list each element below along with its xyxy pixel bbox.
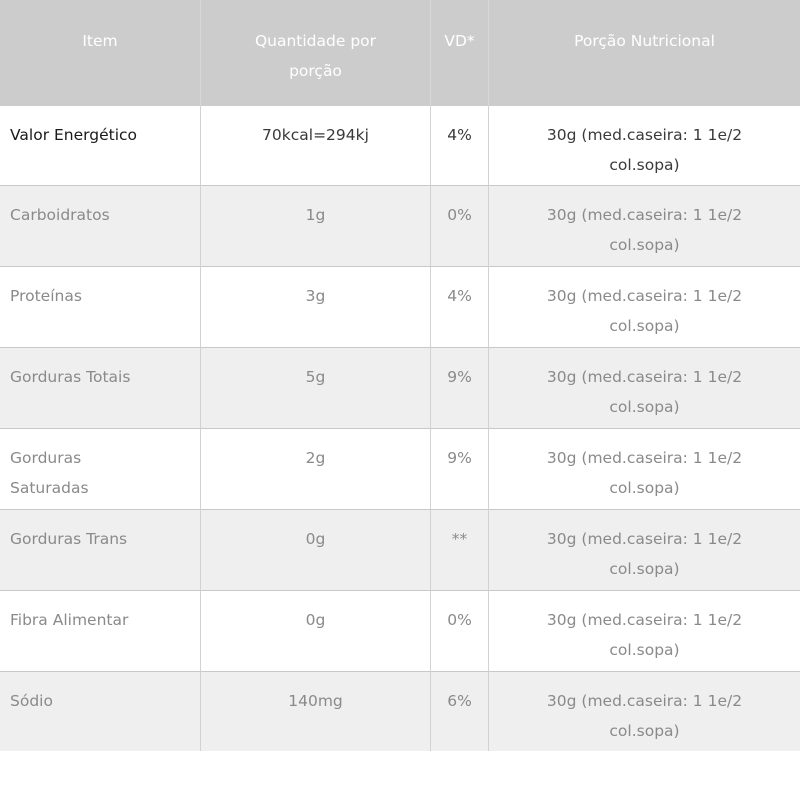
cell-quantity: 1g (200, 186, 430, 267)
table-row (0, 106, 800, 186)
cell-portion: 30g (med.caseira: 1 1e/2 col.sopa) (488, 186, 800, 267)
cell-quantity: 0g (200, 510, 430, 591)
header-quantity: Quantidade por porção (200, 0, 430, 106)
table-row (0, 591, 800, 672)
cell-vd: 4% (430, 267, 488, 348)
cell-item: Gorduras Saturadas (0, 429, 200, 510)
cell-portion: 30g (med.caseira: 1 1e/2 col.sopa) (488, 591, 800, 672)
cell-vd: 6% (430, 672, 488, 751)
table-row (0, 672, 800, 751)
table-row (0, 348, 800, 429)
cell-quantity: 70kcal=294kj (200, 106, 430, 186)
table-row (0, 267, 800, 348)
cell-portion: 30g (med.caseira: 1 1e/2 col.sopa) (488, 429, 800, 510)
cell-vd: 0% (430, 591, 488, 672)
cell-quantity: 5g (200, 348, 430, 429)
cell-vd: 4% (430, 106, 488, 186)
cell-portion: 30g (med.caseira: 1 1e/2 col.sopa) (488, 672, 800, 751)
cell-vd: 9% (430, 348, 488, 429)
cell-portion: 30g (med.caseira: 1 1e/2 col.sopa) (488, 106, 800, 186)
cell-item: Valor Energético (0, 106, 200, 186)
cell-item: Gorduras Trans (0, 510, 200, 591)
table-row (0, 429, 800, 510)
cell-quantity: 3g (200, 267, 430, 348)
table-row (0, 186, 800, 267)
header-vd: VD* (430, 0, 488, 106)
cell-portion: 30g (med.caseira: 1 1e/2 col.sopa) (488, 510, 800, 591)
cell-quantity: 140mg (200, 672, 430, 751)
cell-quantity: 2g (200, 429, 430, 510)
cell-item: Proteínas (0, 267, 200, 348)
cell-vd: 9% (430, 429, 488, 510)
cell-portion: 30g (med.caseira: 1 1e/2 col.sopa) (488, 267, 800, 348)
cell-item: Fibra Alimentar (0, 591, 200, 672)
table-header (0, 0, 800, 106)
cell-quantity: 0g (200, 591, 430, 672)
cell-item: Gorduras Totais (0, 348, 200, 429)
table-row (0, 510, 800, 591)
header-portion: Porção Nutricional (488, 0, 800, 106)
header-item: Item (0, 0, 200, 106)
cell-portion: 30g (med.caseira: 1 1e/2 col.sopa) (488, 348, 800, 429)
cell-vd: 0% (430, 186, 488, 267)
cell-vd: ** (430, 510, 488, 591)
cell-item: Sódio (0, 672, 200, 751)
cell-item: Carboidratos (0, 186, 200, 267)
